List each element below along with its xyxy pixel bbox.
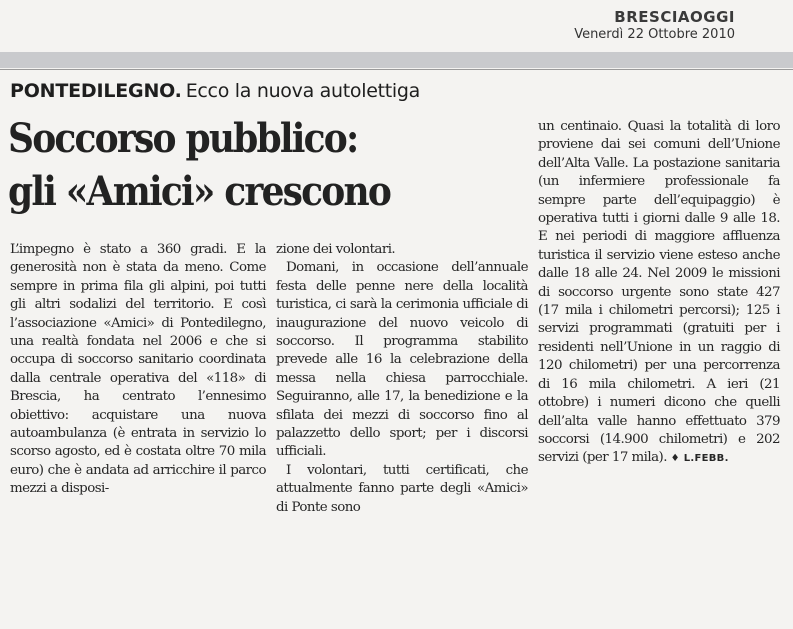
paragraph-continuation <box>538 118 780 469</box>
headline-line-2: gli «Amici» crescono <box>8 167 391 215</box>
author-signature: ♦ L.FEBB. <box>670 453 729 465</box>
kicker-place: PONTEDILEGNO. <box>10 80 182 102</box>
headline-line-1: Soccorso pubblico: <box>8 115 358 163</box>
paragraph: I volontari, tutti certificati, che attualmente fanno parte degli «Amici» di Ponte sono <box>276 462 528 515</box>
paragraph: L’impegno è stato a 360 gradi. E la generosità non è stata da meno. Come sempre in prima fila gli alpini, poi tutti gli altri sodalizi del territorio. E così l’associazione «Amici» di Pontedilegno, una realtà fondata nel 2006 e che si occupa di soccorso sanitario coordinata dalla centrale operativa del «118» di Brescia, ha centrato l’ennesimo obiettivo: acquistare una nuova autoambulanza (è entrata in servizio lo scorso agosto, ed è costata oltre 70 mila euro) che è andata ad arricchire il parco mezzi a disposi- <box>10 242 266 497</box>
masthead <box>574 8 735 42</box>
article-column-1 <box>10 241 266 499</box>
publication-name: BRESCIAOGGI <box>614 8 735 26</box>
article-column-2 <box>276 241 528 517</box>
kicker <box>10 80 420 102</box>
paragraph: Domani, in occasione dell’annuale festa delle penne nere della località turistica, ci sarà la cerimonia ufficiale di inaugurazione del nuovo veicolo di soccorso. Il programma stabilito prevede alle 16 la celebrazione della messa nella chiesa parrocchiale. Seguiranno, alle 17, la benedizione e la sfilata dei mezzi di soccorso fino al palazzetto dello sport; per i discorsi ufficiali. <box>276 260 528 460</box>
publication-date: Venerdì 22 Ottobre 2010 <box>574 27 735 42</box>
article-column-3 <box>538 118 780 469</box>
header-rule <box>0 52 793 68</box>
paragraph-text: un centinaio. Quasi la totalità di loro proviene dai sei comuni dell’Unione dell’Alta Valle. La postazione sanitaria (un infermiere professionale fa sempre parte dell’equipaggio) è operativa tutti i giorni dalle 9 alle 18. E nei periodi di maggiore affluenza turistica il servizio viene esteso anche dalle 18 alle 24. Nel 2009 le missioni di soccorso urgente sono state 427 (17 mila i chilometri percorsi); 125 i servizi programmati (gratuiti per i residenti nell’Unione in un raggio di 120 chilometri) per una percorrenza di 16 mila chilometri. A ieri (21 ottobre) i numeri dicono che quelli dell’alta valle hanno effettuato 379 soccorsi (14.900 chilometri) e 202 servizi (per 17 mila). <box>538 119 780 466</box>
paragraph-continuation: zione dei volontari. <box>276 242 396 257</box>
headline <box>8 113 528 218</box>
kicker-subtitle: Ecco la nuova autolettiga <box>185 80 420 102</box>
